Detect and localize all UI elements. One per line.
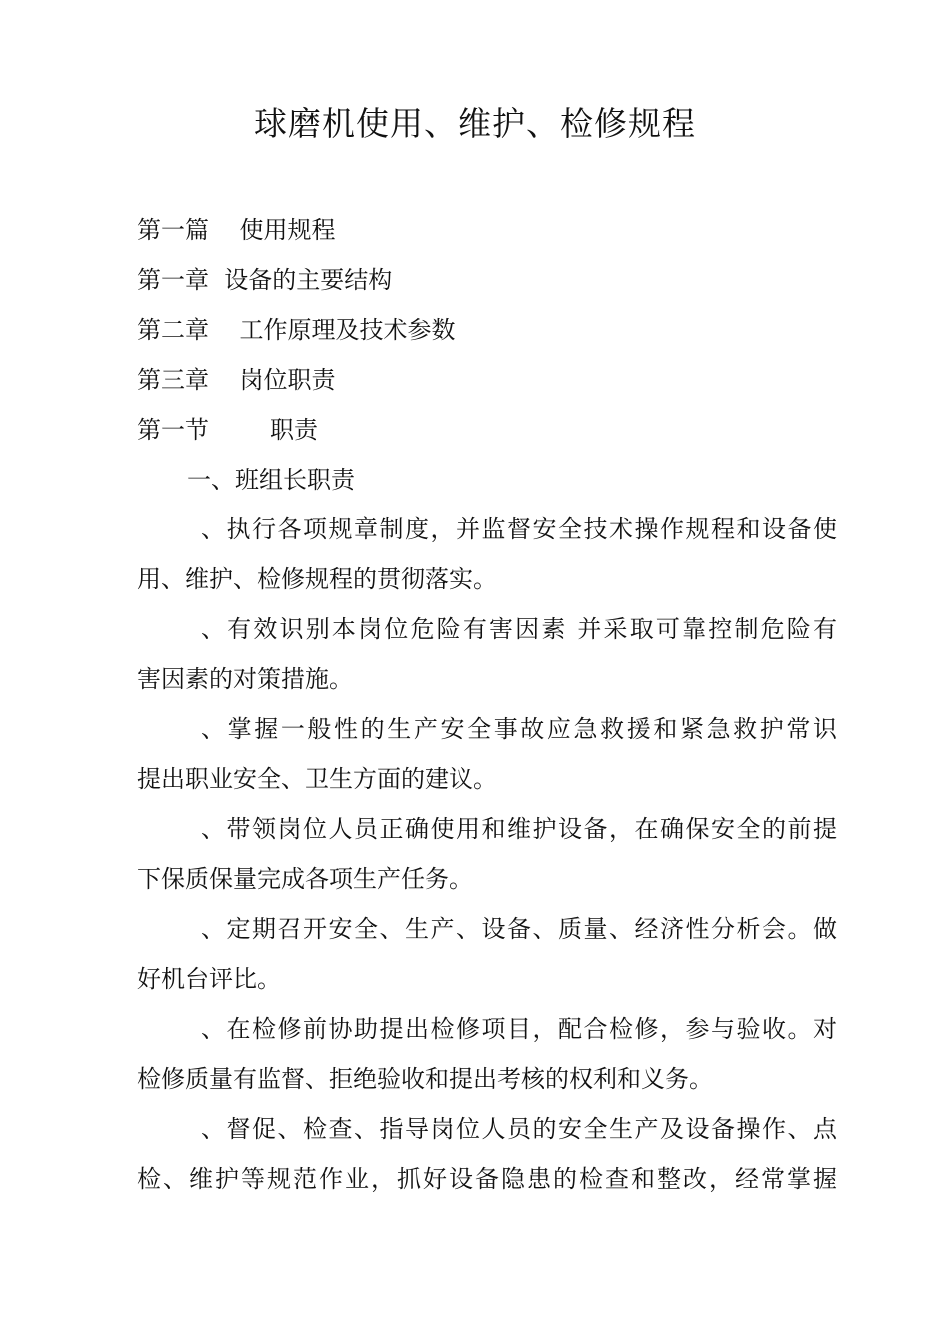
duty-paragraph-5-line-1: 、定期召开安全、生产、设备、质量、经济性分析会。做 [201, 915, 837, 943]
duty-paragraph-2-line-2: 害因素的对策措施。 [137, 665, 353, 693]
section-1-heading: 第一节 职责 [137, 416, 319, 444]
duty-paragraph-6-line-2: 检修质量有监督、拒绝验收和提出考核的权利和义务。 [137, 1065, 713, 1093]
chapter-3-heading: 第三章 岗位职责 [137, 366, 336, 394]
duty-paragraph-5-line-2: 好机台评比。 [137, 965, 281, 993]
duty-paragraph-2-line-1: 、有效识别本岗位危险有害因素 并采取可靠控制危险有 [201, 615, 837, 643]
duty-paragraph-2 [137, 604, 837, 704]
duty-paragraph-3 [137, 704, 837, 804]
duty-paragraph-5 [137, 904, 837, 1004]
duty-paragraph-4-line-1: 、带领岗位人员正确使用和维护设备，在确保安全的前提 [201, 815, 837, 843]
duty-paragraph-1-line-1: 、执行各项规章制度，并监督安全技术操作规程和设备使 [201, 515, 837, 543]
duty-paragraph-4-line-2: 下保质保量完成各项生产任务。 [137, 865, 473, 893]
subsection-team-leader-heading: 一、班组长职责 [187, 466, 355, 494]
chapter-1-heading: 第一章 设备的主要结构 [137, 266, 393, 294]
duty-paragraph-6 [137, 1004, 837, 1104]
duty-paragraph-1-line-2: 用、维护、检修规程的贯彻落实。 [137, 565, 497, 593]
chapter-2-heading: 第二章 工作原理及技术参数 [137, 316, 456, 344]
duty-paragraph-3-line-2: 提出职业安全、卫生方面的建议。 [137, 765, 497, 793]
duty-paragraph-3-line-1: 、掌握一般性的生产安全事故应急救援和紧急救护常识 [201, 715, 837, 743]
duty-paragraph-6-line-1: 、在检修前协助提出检修项目，配合检修，参与验收。对 [201, 1015, 837, 1043]
duty-paragraph-4 [137, 804, 837, 904]
duty-paragraph-7-line-1: 、督促、检查、指导岗位人员的安全生产及设备操作、点 [201, 1115, 837, 1143]
document-title: 球磨机使用、维护、检修规程 [254, 104, 696, 143]
duty-paragraph-1 [137, 504, 837, 604]
duty-paragraph-7-line-2: 检、维护等规范作业，抓好设备隐患的检查和整改，经常掌握 [137, 1165, 837, 1193]
part-heading: 第一篇 使用规程 [137, 216, 336, 244]
duty-paragraph-7 [137, 1104, 837, 1204]
